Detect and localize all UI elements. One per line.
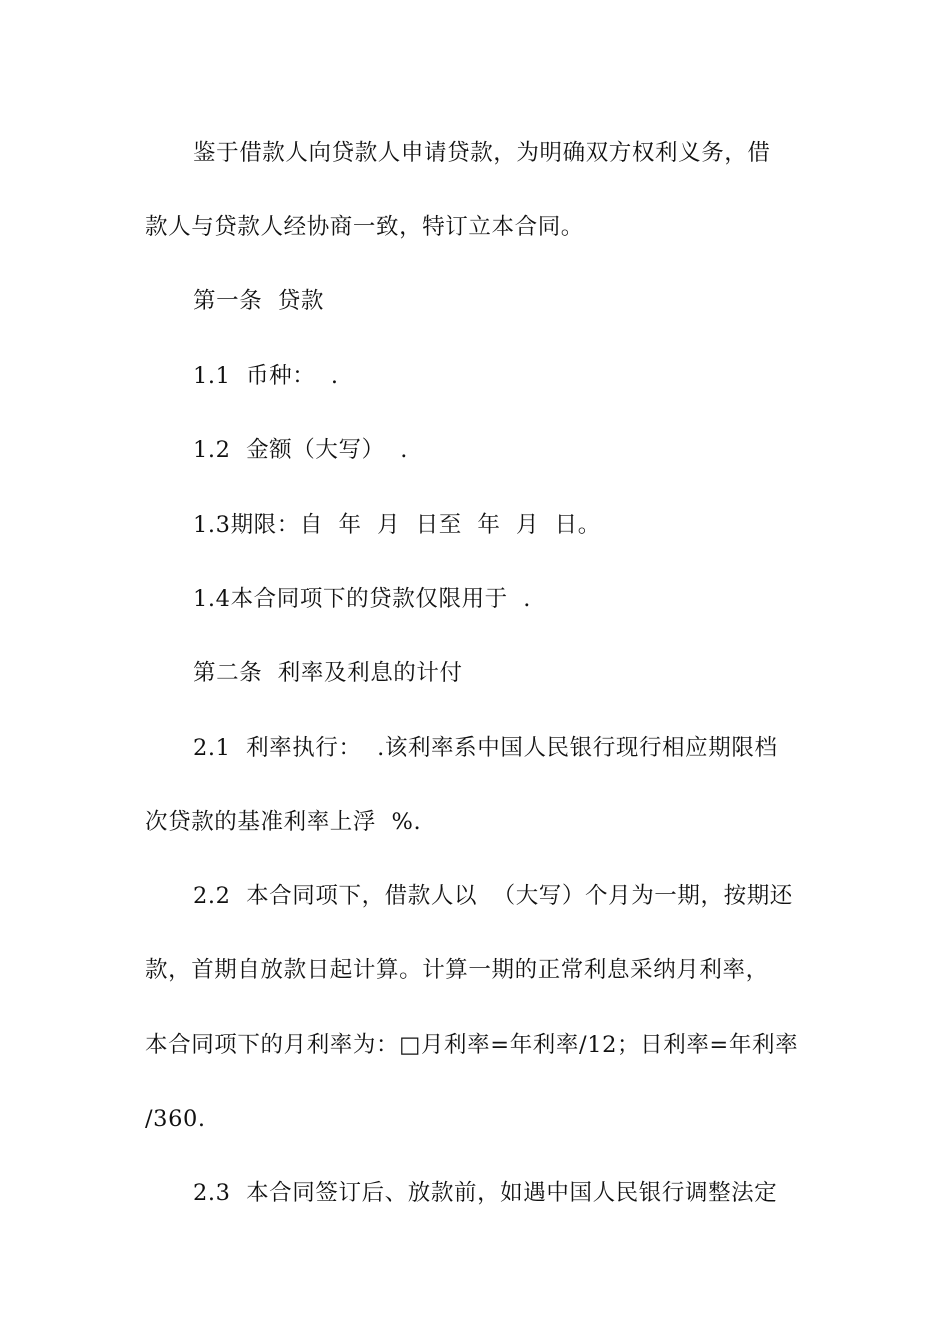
clause-1-2: 1.2 金额（大写） . xyxy=(193,437,408,463)
clause-1-1: 1.1 币种： . xyxy=(193,363,339,389)
clause-1-4: 1.4本合同项下的贷款仅限用于 . xyxy=(193,586,532,612)
clause-2-2-line-3: 本合同项下的月利率为：□月利率=年利率/12；日利率=年利率 xyxy=(145,1032,799,1058)
clause-2-2-line-1: 2.2 本合同项下，借款人以 （大写）个月为一期，按期还 xyxy=(193,883,793,909)
article-1-heading: 第一条 贷款 xyxy=(193,288,325,314)
clause-2-1-line-1: 2.1 利率执行： .该利率系中国人民银行现行相应期限档 xyxy=(193,735,778,761)
clause-2-2-line-4: /360. xyxy=(145,1106,206,1132)
clause-2-2-line-2: 款，首期自放款日起计算。计算一期的正常利息采纳月利率， xyxy=(145,957,769,983)
clause-1-3: 1.3期限：自 年 月 日至 年 月 日。 xyxy=(193,512,601,538)
clause-2-3-line-1: 2.3 本合同签订后、放款前，如遇中国人民银行调整法定 xyxy=(193,1180,778,1206)
article-2-heading: 第二条 利率及利息的计付 xyxy=(193,660,463,686)
paragraph-intro-line-2: 款人与贷款人经协商一致，特订立本合同。 xyxy=(145,214,584,240)
clause-2-1-line-2: 次贷款的基准利率上浮 %. xyxy=(145,809,422,835)
paragraph-intro-line-1: 鉴于借款人向贷款人申请贷款，为明确双方权利义务，借 xyxy=(193,140,771,166)
